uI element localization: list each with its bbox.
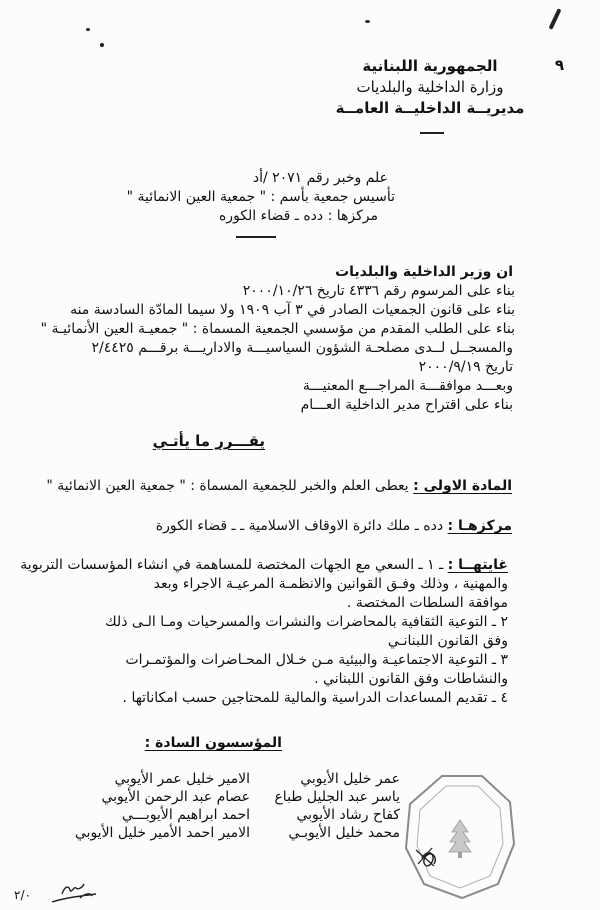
article-1-label: المادة الاولى :: [413, 478, 512, 494]
goal-text: والنشاطات وفق القانون اللبناني .: [314, 671, 508, 687]
article-1-text: يعطى العلم والخبر للجمعية المسماة : " جمعية العين الانمائية ": [46, 478, 414, 494]
goal-text: ٢ ـ التوعية الثقافية بالمحاضرات والنشرات والمسرحيات ومـا الـى ذلك: [105, 614, 508, 630]
founders-left-column: [75, 770, 250, 842]
goals-label: غايتهــا :: [447, 557, 508, 573]
preamble-line: بناء على اقتراح مدير الداخلية العـــام: [300, 397, 513, 413]
headquarters-text: دده ـ ملك دائرة الاوقاف الاسلامية ـ ـ قضاء الكورة: [155, 518, 448, 534]
article-1: [46, 476, 512, 497]
goal-text: وفق القانون اللبنانـي: [387, 633, 508, 649]
founders-heading: المؤسسون السادة :: [144, 735, 282, 751]
goal-text: والمهنية ، وذلك وفـق القوانين والانظمـة المرعيـة الاجراء وبعد: [153, 576, 508, 592]
founder-name: محمد خليل الأيوبـي: [288, 825, 400, 841]
founder-name: ياسر عبد الجليل طباع: [274, 789, 400, 805]
founders-right-column: [274, 770, 400, 842]
founder-name: عمر خليل الأيوبي: [300, 771, 400, 787]
signature-icon: [50, 880, 100, 905]
founder-name: احمد ابراهيم الأيوبـــي: [121, 807, 250, 823]
goals-line-1: [20, 555, 508, 576]
preamble-line: بناء على قانون الجمعيات الصادر في ٣ آب ١٩٠٩ ولا سيما المادّة السادسة منه: [70, 302, 515, 318]
preamble-line: تاريخ ٢٠٠٠/٩/١٩: [418, 359, 513, 375]
letterhead-directorate: مديريــة الداخليــة العامــة: [335, 99, 525, 117]
reference-location: مركزها : دده ـ قضاء الكوره: [218, 208, 378, 224]
decision-heading: يقـــرر ما يأتـي: [152, 432, 265, 450]
founder-name: الامير احمد الأمير خليل الأيوبي: [74, 825, 250, 841]
founder-name: الامير خليل عمر الأيوبي: [114, 771, 250, 787]
founder-name: عصام عبد الرحمن الأيوبي: [101, 789, 250, 805]
preamble-line: بناء على الطلب المقدم من مؤسسي الجمعية المسماة : " جمعيـة العين الأنمائيـة ": [40, 321, 515, 337]
corner-mark: ٩: [554, 56, 564, 74]
preamble-line: وبعـــد موافقـــة المراجـــع المعنيـــة: [302, 378, 513, 394]
official-stamp-icon: [402, 772, 517, 902]
founder-name: كفاح رشاد الأيوبي: [296, 807, 400, 823]
headquarters: [156, 516, 512, 537]
preamble-line: والمسجــل لــدى مصلحـة الشؤون السياسيـــة والاداريـــة برقـــم ٢/٤٤٢٥: [91, 340, 513, 356]
headquarters-label: مركزهـا :: [447, 518, 512, 534]
page-mark: ٢/٠: [14, 888, 31, 902]
preamble-opening: ان وزير الداخلية والبلديات: [335, 264, 513, 280]
goal-text: موافقة السلطات المختصة .: [346, 595, 508, 611]
letterhead-ministry: وزارة الداخلية والبلديات: [356, 78, 504, 96]
reference-subject: تأسيس جمعية بأسم : " جمعية العين الانمائية ": [126, 189, 395, 205]
goal-text: ٣ ـ التوعية الاجتماعيـة والبيئية مـن خـلال المحـاضرات والمؤتمـرات: [125, 652, 508, 668]
reference-divider: [236, 236, 276, 238]
goal-text: ـ ١ ـ السعي مع الجهات المختصة للمساهمة في انشاء المؤسسات التربوية: [20, 557, 448, 573]
preamble-line: بناء على المرسوم رقم ٤٣٣٦ تاريخ ٢٠٠٠/١٠/٢٦: [242, 283, 515, 299]
letterhead-country: الجمهورية اللبنانية: [362, 57, 498, 75]
letterhead-divider: [420, 132, 444, 134]
reference-number: علم وخبر رقم ٢٠٧١ /أد: [252, 170, 388, 186]
goal-text: ٤ ـ تقديم المساعدات الدراسية والمالية للمحتاجين حسب امكاناتها .: [122, 690, 508, 706]
